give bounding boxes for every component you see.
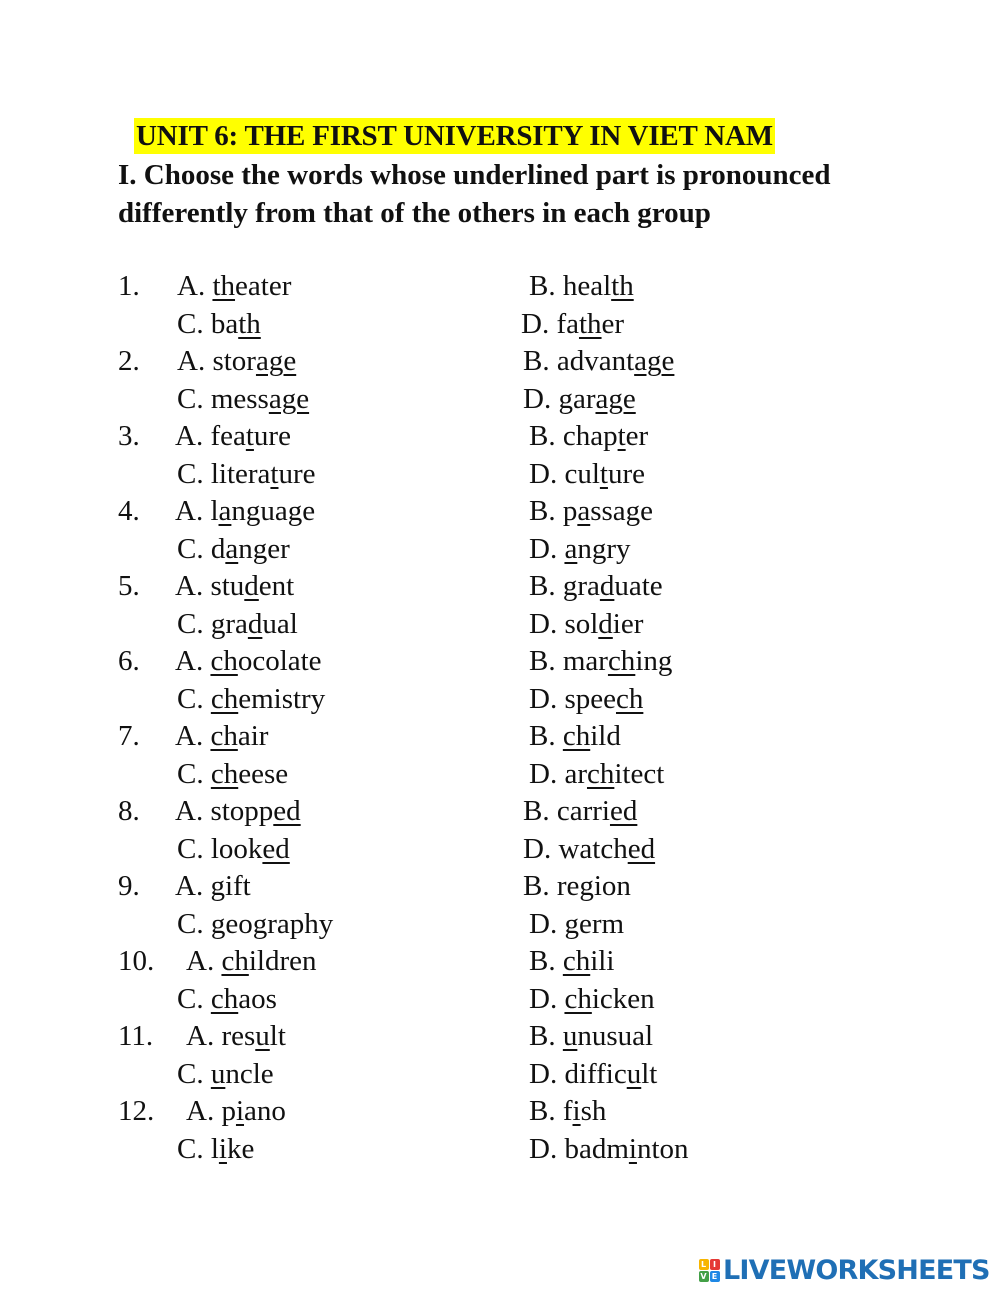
option-word-end: ssage [590, 495, 654, 527]
option-word-end: ure [607, 457, 645, 490]
option-label: A. [175, 570, 204, 602]
option-underlined-part: ch [586, 757, 615, 790]
option-b [529, 643, 672, 681]
option-word-end: ngry [577, 532, 631, 565]
option-label: B. [529, 570, 556, 602]
option-underlined-part: i [628, 1132, 637, 1165]
option-underlined-part: i [572, 1095, 581, 1127]
question-row [0, 643, 1000, 681]
option-word-start: gar [558, 382, 596, 415]
option-underlined-part: ch [564, 982, 592, 1015]
question-row-continued [0, 1131, 1000, 1169]
logo-brand-text: LIVEWORKSHEETS [723, 1254, 990, 1286]
option-word-end: ier [612, 607, 644, 640]
option-word-end: nger [238, 532, 290, 565]
option-word-start: watch [558, 832, 628, 865]
logo-icon-tile: V [700, 1271, 707, 1281]
option-word-end: ocolate [237, 645, 322, 677]
option-a [175, 868, 251, 906]
option-c [177, 981, 277, 1019]
option-underlined-part: g [579, 870, 594, 902]
question-row [0, 268, 1000, 306]
question-number: 10. [118, 945, 155, 977]
option-label: A. [175, 495, 204, 527]
logo-icon-tile: L [699, 1259, 709, 1270]
option-word-start: stopp [210, 795, 274, 827]
question-row [0, 718, 1000, 756]
option-label: A. [177, 345, 206, 377]
option-word-end: ing [635, 645, 673, 677]
question-row-continued [0, 906, 1000, 944]
option-word-start: fea [210, 420, 246, 452]
question-row [0, 868, 1000, 906]
logo-icon [698, 1258, 720, 1282]
option-word-end: air [237, 720, 269, 752]
option-underlined-part: g [564, 907, 579, 940]
option-underlined-part: u [562, 1020, 578, 1052]
option-d [529, 756, 664, 794]
question-number: 5. [118, 570, 140, 602]
option-d [529, 1131, 689, 1169]
option-underlined-part: ch [607, 645, 636, 677]
option-b [529, 718, 621, 756]
question-number: 7. [118, 720, 140, 752]
option-label: B. [529, 645, 556, 677]
option-label: D. [529, 1132, 558, 1165]
option-underlined-part: d [244, 570, 259, 602]
option-label: A. [175, 795, 204, 827]
option-underlined-part: a [577, 495, 591, 527]
option-label: D. [529, 907, 558, 940]
option-c [177, 606, 298, 644]
option-d [529, 606, 643, 644]
option-b [523, 343, 674, 381]
option-d [523, 381, 636, 419]
option-d [523, 831, 655, 869]
option-underlined-part: ed [627, 832, 656, 865]
option-word-end: aos [238, 982, 277, 1015]
question-row-continued [0, 381, 1000, 419]
instruction-text: I. Choose the words whose underlined part is pronounced differently from that of the others in each group [118, 159, 831, 229]
logo-icon-tile: I [710, 1259, 720, 1270]
option-label: A. [175, 870, 204, 902]
option-word-start: spee [564, 682, 616, 715]
option-underlined-part: ch [210, 645, 238, 677]
option-underlined-part: th [611, 270, 634, 302]
option-b [529, 568, 663, 606]
option-label: C. [177, 982, 204, 1015]
option-a [177, 268, 291, 306]
option-label: D. [523, 382, 552, 415]
option-word-start: ba [210, 307, 239, 340]
option-underlined-part: t [270, 457, 279, 490]
option-underlined-part: age [255, 345, 297, 377]
option-a [186, 943, 316, 981]
option-label: B. [529, 270, 556, 302]
option-c [177, 831, 290, 869]
question-row-continued [0, 1056, 1000, 1094]
option-label: D. [523, 832, 552, 865]
option-label: C. [177, 1057, 204, 1090]
option-underlined-part: ch [210, 720, 238, 752]
question-number: 12. [118, 1095, 155, 1127]
option-word-start: gra [210, 607, 248, 640]
option-label: B. [529, 945, 556, 977]
question-row-continued [0, 456, 1000, 494]
option-underlined-part: age [268, 382, 310, 415]
option-word-end: eography [225, 907, 334, 940]
option-label: D. [529, 607, 558, 640]
option-label: D. [529, 532, 558, 565]
option-d [529, 981, 655, 1019]
option-label: C. [177, 832, 204, 865]
option-label: B. [523, 345, 550, 377]
option-underlined-part: ed [262, 832, 290, 865]
option-label: C. [177, 757, 204, 790]
option-label: A. [186, 1020, 215, 1052]
option-word-start: cul [564, 457, 600, 490]
option-underlined-part: age [634, 345, 675, 377]
option-label: A. [175, 720, 204, 752]
option-d [529, 456, 645, 494]
option-word-end: ure [278, 457, 316, 490]
question-row [0, 1018, 1000, 1056]
option-c [177, 1056, 274, 1094]
option-underlined-part: a [225, 532, 239, 565]
option-c [177, 306, 261, 344]
option-c [177, 531, 290, 569]
option-a [175, 418, 291, 456]
option-word-start: l [210, 1132, 219, 1165]
option-d [529, 681, 643, 719]
option-word-end: ke [226, 1132, 255, 1165]
option-b [529, 493, 653, 531]
option-c [177, 1131, 254, 1169]
question-row-continued [0, 681, 1000, 719]
question-number: 3. [118, 420, 140, 452]
option-word-start: f [562, 1095, 573, 1127]
option-word-end: ure [253, 420, 291, 452]
question-row [0, 793, 1000, 831]
option-label: A. [177, 270, 206, 302]
option-a [175, 493, 315, 531]
option-a [186, 1093, 286, 1131]
option-label: C. [177, 1132, 204, 1165]
option-word-start: advant [556, 345, 635, 377]
option-word-end: erm [578, 907, 625, 940]
question-row [0, 1093, 1000, 1131]
option-b [529, 418, 648, 456]
option-underlined-part: i [218, 1132, 227, 1165]
option-word-end: ual [262, 607, 298, 640]
option-underlined-part: t [599, 457, 608, 490]
option-label: B. [529, 1020, 556, 1052]
question-row-continued [0, 981, 1000, 1019]
option-underlined-part: a [218, 495, 232, 527]
question-list [0, 268, 1000, 1168]
option-underlined-part: ed [273, 795, 301, 827]
option-a [175, 793, 301, 831]
question-number: 1. [118, 270, 140, 302]
option-underlined-part: g [210, 907, 226, 940]
option-underlined-part: th [238, 307, 261, 340]
option-label: D. [529, 1057, 558, 1090]
option-word-end: nguage [231, 495, 316, 527]
option-word-start: badm [564, 1132, 629, 1165]
option-word-end: eese [238, 757, 289, 790]
logo-icon-tile: E [710, 1271, 720, 1282]
liveworksheets-logo [698, 1255, 990, 1285]
option-b [529, 1093, 606, 1131]
option-word-end: ildren [248, 945, 317, 977]
option-word-end: ift [224, 870, 251, 902]
option-label: B. [529, 495, 556, 527]
option-c [177, 906, 333, 944]
option-underlined-part: t [245, 420, 254, 452]
option-label: B. [529, 1095, 556, 1127]
option-d [529, 531, 631, 569]
option-word-start: carri [556, 795, 610, 827]
option-underlined-part: u [210, 1057, 226, 1090]
option-d [521, 306, 624, 344]
option-word-start: heal [562, 270, 612, 302]
option-c [177, 381, 309, 419]
option-underlined-part: ch [562, 720, 591, 752]
option-word-start: p [562, 495, 578, 527]
option-word-end: itect [614, 757, 665, 790]
option-label: D. [521, 307, 550, 340]
option-word-end: ion [593, 870, 631, 902]
option-a [175, 718, 268, 756]
option-underlined-part: t [617, 420, 626, 452]
option-underlined-part: d [247, 607, 263, 640]
option-label: C. [177, 307, 204, 340]
option-underlined-part: th [212, 270, 236, 302]
option-underlined-part: a [564, 532, 578, 565]
option-label: C. [177, 607, 204, 640]
option-underlined-part: ch [221, 945, 249, 977]
question-row-continued [0, 531, 1000, 569]
option-label: D. [529, 757, 558, 790]
question-number: 8. [118, 795, 140, 827]
option-word-start: re [556, 870, 580, 902]
option-word-end: lt [269, 1020, 286, 1052]
option-word-start: d [210, 532, 226, 565]
option-label: D. [529, 457, 558, 490]
question-row [0, 568, 1000, 606]
question-number: 9. [118, 870, 140, 902]
question-row-continued [0, 306, 1000, 344]
option-underlined-part: ch [562, 945, 591, 977]
option-word-start: stu [210, 570, 245, 602]
option-label: A. [175, 645, 204, 677]
question-number: 11. [118, 1020, 154, 1052]
question-row-continued [0, 606, 1000, 644]
option-word-start: mar [562, 645, 608, 677]
option-underlined-part: ed [609, 795, 638, 827]
question-row-continued [0, 756, 1000, 794]
option-word-end: ano [244, 1095, 286, 1127]
option-word-end: ent [258, 570, 295, 602]
option-label: B. [529, 720, 556, 752]
option-word-end: uate [614, 570, 663, 602]
question-number: 2. [118, 345, 140, 377]
option-underlined-part: g [210, 870, 225, 902]
question-number: 4. [118, 495, 140, 527]
question-row [0, 343, 1000, 381]
option-c [177, 756, 288, 794]
option-label: C. [177, 682, 204, 715]
question-row [0, 493, 1000, 531]
option-underlined-part: u [626, 1057, 642, 1090]
question-row [0, 418, 1000, 456]
option-word-start: mess [210, 382, 269, 415]
option-word-end: ild [590, 720, 621, 752]
option-label: B. [523, 795, 550, 827]
option-underlined-part: th [578, 307, 602, 340]
worksheet-title [134, 118, 775, 154]
option-underlined-part: d [599, 570, 615, 602]
option-label: C. [177, 907, 204, 940]
option-word-end: er [625, 420, 649, 452]
option-underlined-part: i [235, 1095, 245, 1127]
option-b [529, 268, 634, 306]
option-a [177, 343, 296, 381]
option-d [529, 906, 624, 944]
option-label: A. [186, 945, 215, 977]
option-label: A. [186, 1095, 215, 1127]
option-a [175, 568, 294, 606]
option-word-start: gra [562, 570, 600, 602]
option-word-start: ar [564, 757, 587, 790]
option-word-end: ncle [225, 1057, 274, 1090]
question-number: 6. [118, 645, 140, 677]
option-underlined-part: age [595, 382, 636, 415]
option-a [186, 1018, 286, 1056]
option-label: B. [529, 420, 556, 452]
option-word-end: emistry [238, 682, 326, 715]
option-word-start: look [210, 832, 263, 865]
option-word-start: litera [210, 457, 271, 490]
option-underlined-part: u [255, 1020, 270, 1052]
option-label: A. [175, 420, 204, 452]
option-word-end: icken [591, 982, 655, 1015]
option-c [177, 681, 325, 719]
option-underlined-part: ch [210, 757, 239, 790]
worksheet-title-text: UNIT 6: THE FIRST UNIVERSITY IN VIET NAM [136, 120, 773, 152]
option-word-end: lt [641, 1057, 658, 1090]
option-label: D. [529, 682, 558, 715]
option-word-start: fa [556, 307, 579, 340]
option-b [523, 868, 631, 906]
option-underlined-part: ch [210, 982, 239, 1015]
option-word-start: stor [212, 345, 256, 377]
option-word-start: diffic [564, 1057, 627, 1090]
option-label: C. [177, 532, 204, 565]
option-word-start: chap [562, 420, 618, 452]
option-word-end: ili [590, 945, 615, 977]
option-b [529, 1018, 653, 1056]
option-b [529, 943, 614, 981]
option-word-start: sol [564, 607, 599, 640]
option-word-start: p [221, 1095, 236, 1127]
option-word-end: nusual [577, 1020, 654, 1052]
option-b [523, 793, 637, 831]
option-word-end: nton [636, 1132, 689, 1165]
option-word-end: sh [580, 1095, 607, 1127]
option-a [175, 643, 322, 681]
option-d [529, 1056, 657, 1094]
option-label: C. [177, 382, 204, 415]
question-row-continued [0, 831, 1000, 869]
option-label: C. [177, 457, 204, 490]
option-label: B. [523, 870, 550, 902]
option-underlined-part: ch [210, 682, 239, 715]
option-word-start: res [221, 1020, 256, 1052]
option-word-start: l [210, 495, 219, 527]
option-label: D. [529, 982, 558, 1015]
option-word-end: er [601, 307, 625, 340]
option-word-end: eater [235, 270, 292, 302]
option-underlined-part: d [598, 607, 613, 640]
option-c [177, 456, 316, 494]
question-row [0, 943, 1000, 981]
option-underlined-part: ch [615, 682, 644, 715]
